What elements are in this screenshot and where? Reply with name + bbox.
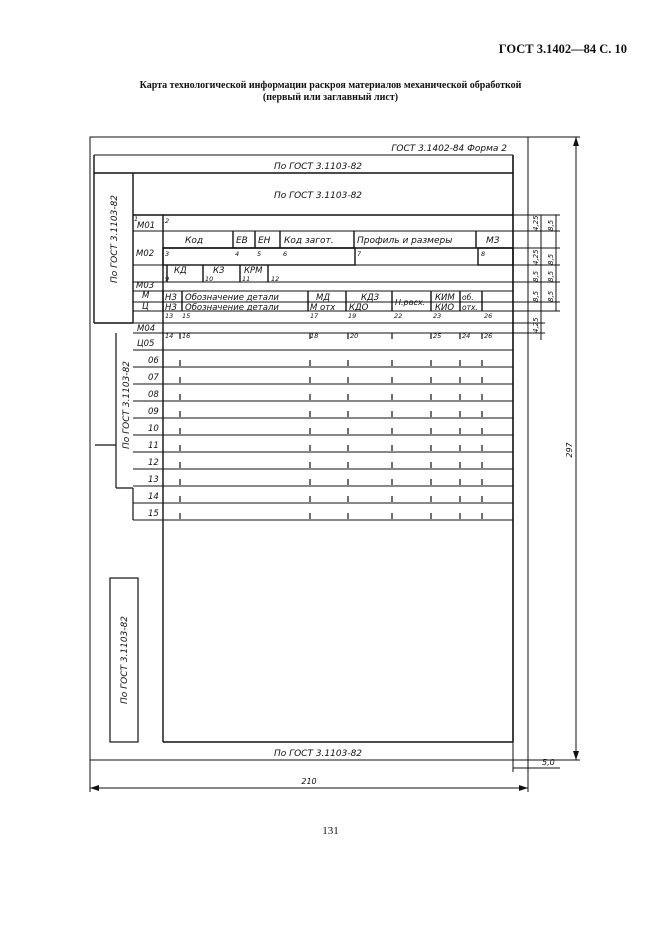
column-label: Обозначение детали: [185, 293, 279, 303]
dimension-row: 4,25: [532, 249, 540, 265]
field-number: 22: [394, 312, 403, 320]
column-label: отх.: [462, 303, 478, 312]
field-number: 24: [462, 332, 471, 340]
row-code: М04: [137, 324, 156, 334]
field-number: 8: [481, 250, 486, 258]
dimension-row: 4,25: [532, 317, 540, 333]
document-subtitle: (первый или заглавный лист): [262, 92, 399, 103]
row-code: 13: [148, 475, 159, 485]
row-code: 14: [148, 492, 159, 502]
dimension-row: 4,25: [532, 215, 540, 231]
field-number: 10: [205, 275, 214, 283]
row-code: 09: [148, 407, 159, 417]
form-label: ГОСТ 3.1402-84 Форма 2: [391, 144, 507, 154]
stamp-text-vertical-bottom: По ГОСТ 3.1103-82: [120, 615, 130, 705]
column-label: об.: [462, 293, 474, 302]
field-number: 6: [283, 250, 288, 258]
column-label: КИМ: [435, 293, 455, 303]
field-number: 14: [165, 332, 174, 340]
row-code: 07: [148, 373, 159, 383]
row-code: 06: [148, 356, 159, 366]
row-code: Ц05: [137, 339, 155, 349]
field-number: 9: [165, 275, 170, 283]
dimension-row: 8,5: [532, 290, 540, 302]
dimension-height: 297: [565, 442, 574, 458]
field-number: 16: [182, 332, 191, 340]
field-number: 12: [271, 275, 280, 283]
column-label: Профиль и размеры: [357, 236, 453, 246]
dimension-row: 8,5: [532, 270, 540, 282]
column-label: М отх: [310, 303, 336, 313]
column-label: КД: [174, 266, 187, 276]
row-code: 10: [148, 424, 159, 434]
column-label: КДЗ: [361, 293, 380, 303]
row-code: М: [142, 291, 150, 301]
column-label: МЗ: [486, 236, 500, 246]
field-number: 23: [433, 312, 442, 320]
field-number: 4: [235, 250, 240, 258]
column-label: КЗ: [213, 266, 225, 276]
field-number: 1: [134, 215, 139, 223]
dimension-row: 8,5: [547, 290, 555, 302]
dimension-row: 8,5: [547, 270, 555, 282]
field-number: 18: [310, 332, 319, 340]
stamp-text-main: По ГОСТ 3.1103-82: [273, 191, 363, 201]
column-label: НЗ: [165, 303, 177, 313]
column-label: Обозначение детали: [185, 303, 279, 313]
page-header: ГОСТ 3.1402—84 С. 10: [498, 42, 627, 56]
row-code: М02: [136, 249, 155, 259]
row-code: 15: [148, 509, 159, 519]
stamp-text-top: По ГОСТ 3.1103-82: [273, 162, 363, 172]
row-code: Ц: [142, 302, 149, 312]
stamp-text-vertical-mid: По ГОСТ 3.1103-82: [122, 360, 132, 450]
column-label: Код: [185, 236, 204, 246]
field-number: 15: [182, 312, 191, 320]
dimension-margin: 5,0: [542, 758, 555, 767]
column-label: НЗ: [165, 293, 177, 303]
column-label: КДО: [349, 303, 369, 313]
dimension-row: 8,5: [547, 253, 555, 265]
field-number: 26: [484, 312, 493, 320]
field-number: 5: [257, 250, 262, 258]
stamp-text-vertical-top: По ГОСТ 3.1103-82: [110, 194, 120, 284]
column-label: Н.расх.: [395, 298, 426, 307]
field-number: 2: [165, 217, 170, 225]
stamp-text-bottom: По ГОСТ 3.1103-82: [273, 749, 363, 759]
row-code: 08: [148, 390, 159, 400]
row-code: 11: [148, 441, 159, 451]
page-number: 131: [322, 825, 339, 837]
field-number: 7: [357, 250, 362, 258]
field-number: 20: [350, 332, 359, 340]
row-code: М01: [137, 221, 156, 231]
column-label: КРМ: [244, 266, 263, 276]
column-label: Код загот.: [284, 236, 334, 246]
column-label: ЕН: [258, 236, 271, 246]
column-label: ЕВ: [236, 236, 248, 246]
field-number: 25: [433, 332, 442, 340]
field-number: 17: [310, 312, 319, 320]
column-label: МД: [316, 293, 330, 303]
field-number: 11: [242, 275, 251, 283]
dimension-width: 210: [301, 777, 317, 786]
field-number: 3: [165, 250, 170, 258]
row-code: 12: [148, 458, 159, 468]
row-code: М03: [136, 281, 155, 291]
dimension-row: 8,5: [547, 219, 555, 231]
field-number: 19: [348, 312, 357, 320]
field-number: 26: [484, 332, 493, 340]
document-title: Карта технологической информации раскроя материалов механической обработкой: [139, 80, 522, 91]
field-number: 13: [165, 312, 174, 320]
column-label: КИО: [435, 303, 455, 313]
